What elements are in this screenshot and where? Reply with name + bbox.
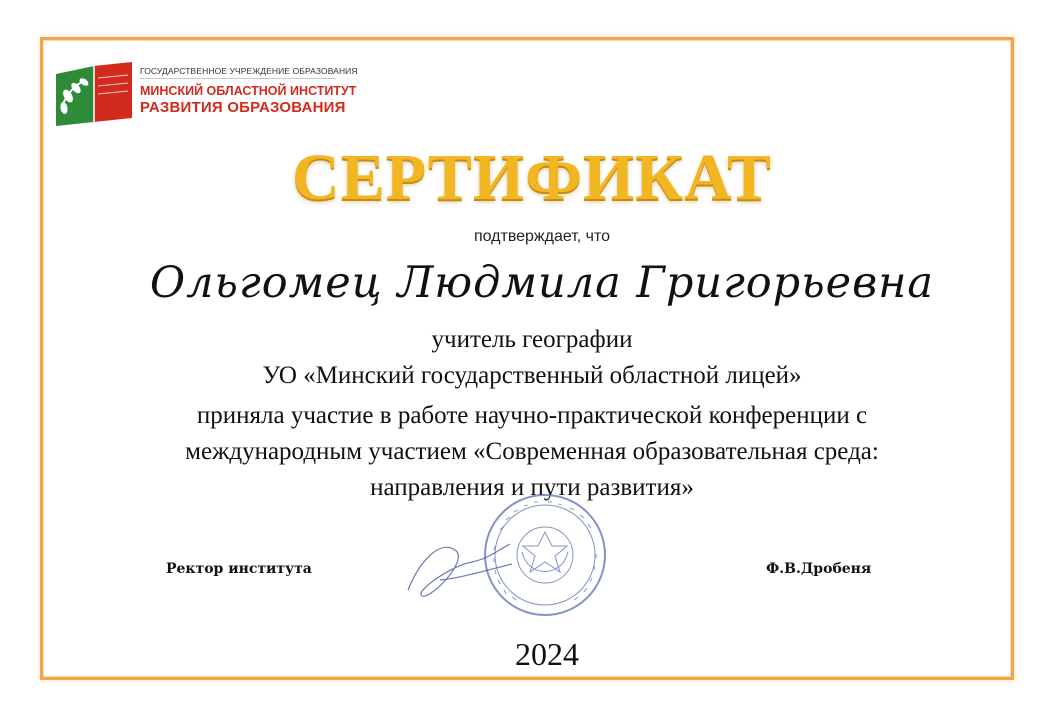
recipient-position: учитель географии: [431, 326, 633, 353]
logo-text-development: РАЗВИТИЯ ОБРАЗОВАНИЯ: [140, 99, 346, 116]
recipient-institution: УО «Минский государственный областной лицей»: [262, 362, 802, 389]
signature-icon: [400, 520, 520, 610]
body-line-1: приняла участие в работе научно-практической конференции с: [196, 402, 868, 429]
certificate-year: 2024: [515, 636, 579, 672]
institute-logo: [54, 60, 358, 130]
rector-name: Ф.В.Дробеня: [766, 561, 872, 577]
logo-text-institute: МИНСКИЙ ОБЛАСТНОЙ ИНСТИТУТ: [140, 84, 357, 98]
recipient-name: Ольгомец Людмила Григорьевна: [149, 258, 935, 308]
logo-text-top: ГОСУДАРСТВЕННОЕ УЧРЕЖДЕНИЕ ОБРАЗОВАНИЯ: [140, 66, 358, 76]
body-line-3: направления и пути развития»: [370, 474, 694, 501]
body-line-2: международным участием «Современная образовательная среда:: [185, 438, 879, 465]
confirms-text: подтверждает, что: [473, 228, 611, 245]
book-leaf-icon: [54, 60, 136, 128]
logo-divider: [140, 78, 336, 79]
rector-label: Ректор института: [166, 561, 312, 577]
certificate-title: СЕРТИФИКАТ: [292, 141, 772, 214]
